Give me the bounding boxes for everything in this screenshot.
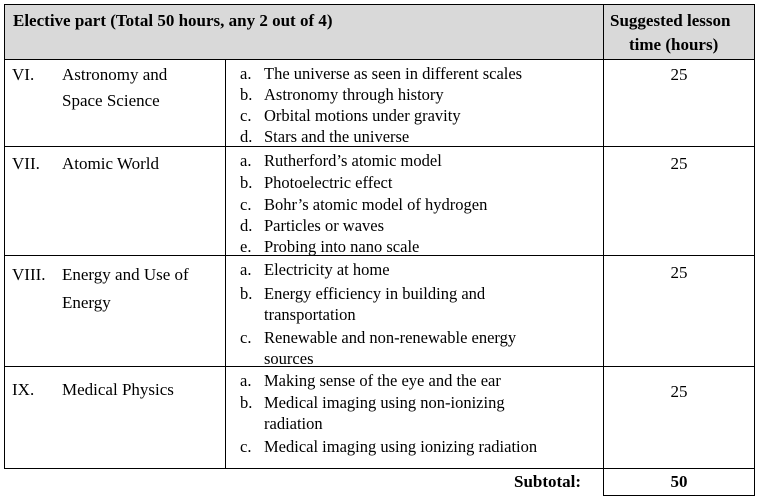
list-item: a. Rutherford’s atomic model	[240, 151, 442, 170]
topic-row	[4, 59, 755, 147]
topic-name-line: Energy	[62, 293, 111, 312]
subtotal-value: 50	[670, 472, 688, 491]
list-item: a. The universe as seen in different scales	[240, 64, 523, 83]
topic-name-line: Energy and Use of	[62, 265, 189, 284]
topic-hours-cell	[603, 59, 755, 147]
topic-items-cell	[225, 255, 604, 367]
list-item-continuation: transportation	[264, 305, 356, 324]
topic-items-cell	[225, 366, 604, 469]
subtotal-value-cell	[603, 468, 755, 496]
topic-name-cell	[4, 146, 226, 256]
topic-name-cell	[4, 59, 226, 147]
topic-row	[4, 366, 755, 469]
topic-name-line: Space Science	[62, 91, 160, 110]
list-item: b. Astronomy through history	[240, 85, 444, 104]
list-item: c. Orbital motions under gravity	[240, 106, 461, 125]
list-item: e. Probing into nano scale	[240, 237, 420, 256]
topic-row	[4, 255, 755, 367]
list-item-continuation: sources	[264, 349, 314, 368]
subtotal-row	[4, 468, 755, 496]
list-item: a. Making sense of the eye and the ear	[240, 371, 501, 390]
topic-hours: 25	[670, 382, 688, 401]
topic-numeral: VIII.	[12, 265, 46, 284]
header-time-label-line1: Suggested lesson	[610, 11, 731, 30]
list-item: a. Electricity at home	[240, 260, 390, 279]
topic-items-cell	[225, 59, 604, 147]
header-title-cell	[4, 4, 604, 60]
topic-numeral: IX.	[12, 380, 35, 399]
list-item: c. Renewable and non-renewable energy	[240, 328, 517, 347]
table-header-row	[4, 4, 755, 60]
topic-name-cell	[4, 366, 226, 469]
list-item: d. Particles or waves	[240, 216, 385, 235]
header-time-cell	[603, 4, 755, 60]
topic-hours-cell	[603, 146, 755, 256]
list-item: b. Medical imaging using non-ionizing	[240, 393, 505, 412]
list-item: c. Bohr’s atomic model of hydrogen	[240, 195, 488, 214]
topic-name-line: Atomic World	[62, 154, 160, 173]
topic-name-line: Astronomy and	[62, 65, 168, 84]
list-item: b. Energy efficiency in building and	[240, 284, 486, 303]
list-item: c. Medical imaging using ionizing radiation	[240, 437, 538, 456]
topic-numeral: VII.	[12, 154, 40, 173]
list-item-continuation: radiation	[264, 414, 323, 433]
topic-hours-cell	[603, 255, 755, 367]
topic-hours-cell	[603, 366, 755, 469]
list-item: d. Stars and the universe	[240, 127, 410, 146]
topic-hours: 25	[670, 154, 688, 173]
topic-hours: 25	[670, 263, 688, 282]
topic-name-cell	[4, 255, 226, 367]
topic-row	[4, 146, 755, 256]
header-title: Elective part (Total 50 hours, any 2 out of 4)	[13, 11, 333, 30]
list-item: b. Photoelectric effect	[240, 173, 393, 192]
topic-numeral: VI.	[12, 65, 35, 84]
header-time-label-line2: time (hours)	[629, 35, 719, 54]
topic-name-line: Medical Physics	[62, 380, 174, 399]
subtotal-label: Subtotal:	[514, 472, 582, 491]
topic-hours: 25	[670, 65, 688, 84]
topic-items-cell	[225, 146, 604, 256]
